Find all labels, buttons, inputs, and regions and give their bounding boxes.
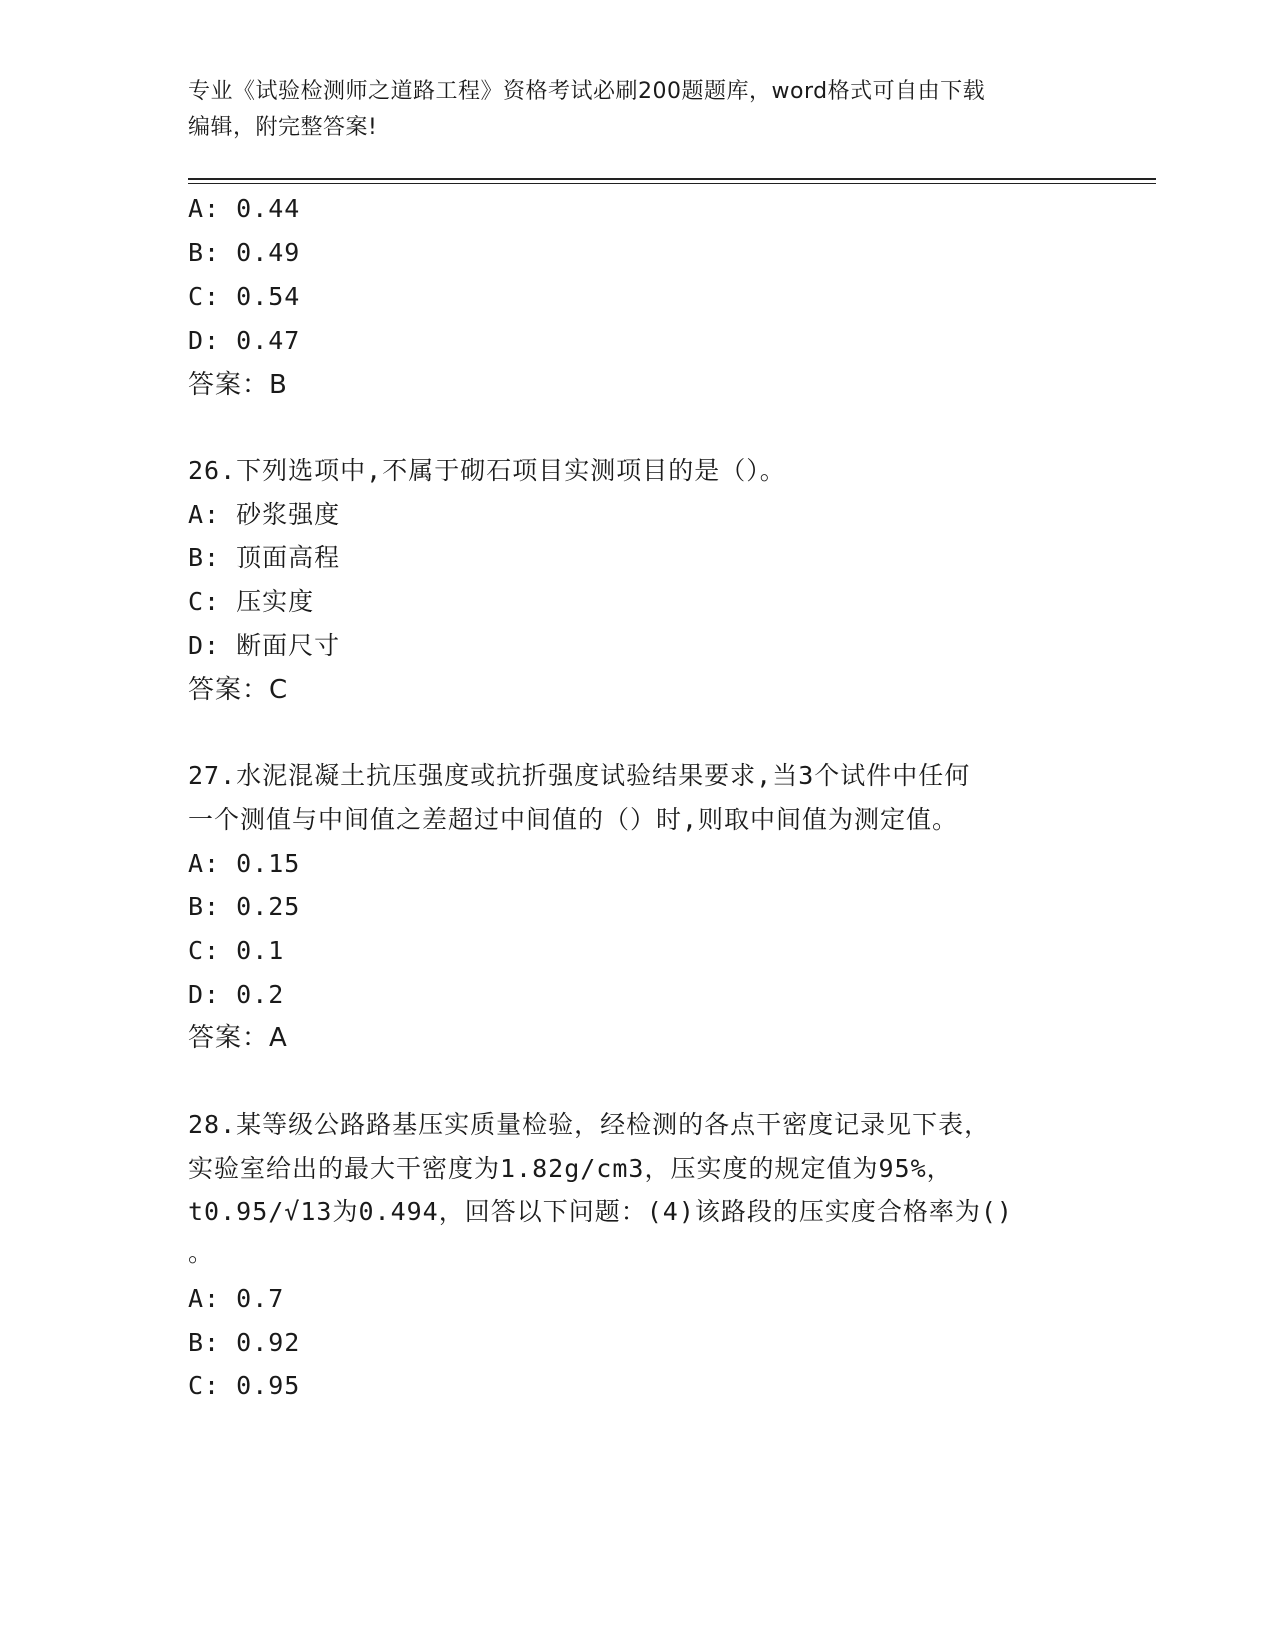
header-divider-thick (188, 178, 1156, 180)
document-header (188, 74, 1088, 146)
q28-stem-line-4: 。 (188, 1238, 215, 1267)
q27-option-a: A: 0.15 (188, 849, 301, 878)
header-title-line-1: 专业《试验检测师之道路工程》资格考试必刷200题题库，word格式可自由下载 (188, 79, 986, 104)
q27-stem-line-2: 一个测值与中间值之差超过中间值的（）时,则取中间值为测定值。 (188, 805, 959, 834)
q25-option-b: B: 0.49 (188, 238, 301, 267)
q28-option-a: A: 0.7 (188, 1284, 285, 1313)
q26-option-d: D: 断面尺寸 (188, 631, 341, 660)
q28-option-c: C: 0.95 (188, 1371, 301, 1400)
q26-option-c: C: 压实度 (188, 587, 315, 616)
q28-option-b: B: 0.92 (188, 1328, 301, 1357)
q27-option-b: B: 0.25 (188, 892, 301, 921)
q25-option-d: D: 0.47 (188, 326, 301, 355)
q26-stem: 26.下列选项中,不属于砌石项目实测项目的是（）。 (188, 456, 786, 485)
q27-option-c: C: 0.1 (188, 936, 285, 965)
header-divider-thin (188, 183, 1156, 184)
q26-option-a: A: 砂浆强度 (188, 500, 341, 529)
q25-option-c: C: 0.54 (188, 282, 301, 311)
q25-answer: 答案：B (188, 370, 288, 400)
q25-option-a: A: 0.44 (188, 194, 301, 223)
q27-answer: 答案：A (188, 1023, 288, 1053)
q28-stem-line-2: 实验室给出的最大干密度为1.82g/cm3，压实度的规定值为95%， (188, 1154, 953, 1183)
q26-answer: 答案：C (188, 675, 289, 705)
q26-option-b: B: 顶面高程 (188, 543, 341, 572)
header-title-line-2: 编辑，附完整答案! (188, 115, 378, 140)
q28-stem-line-1: 28.某等级公路路基压实质量检验，经检测的各点干密度记录见下表， (188, 1110, 991, 1139)
q27-stem-line-1: 27.水泥混凝土抗压强度或抗折强度试验结果要求,当3个试件中任何 (188, 761, 971, 790)
q28-stem-line-3: t0.95/√13为0.494，回答以下问题：(4)该路段的压实度合格率为() (188, 1197, 1013, 1226)
q27-option-d: D: 0.2 (188, 980, 285, 1009)
